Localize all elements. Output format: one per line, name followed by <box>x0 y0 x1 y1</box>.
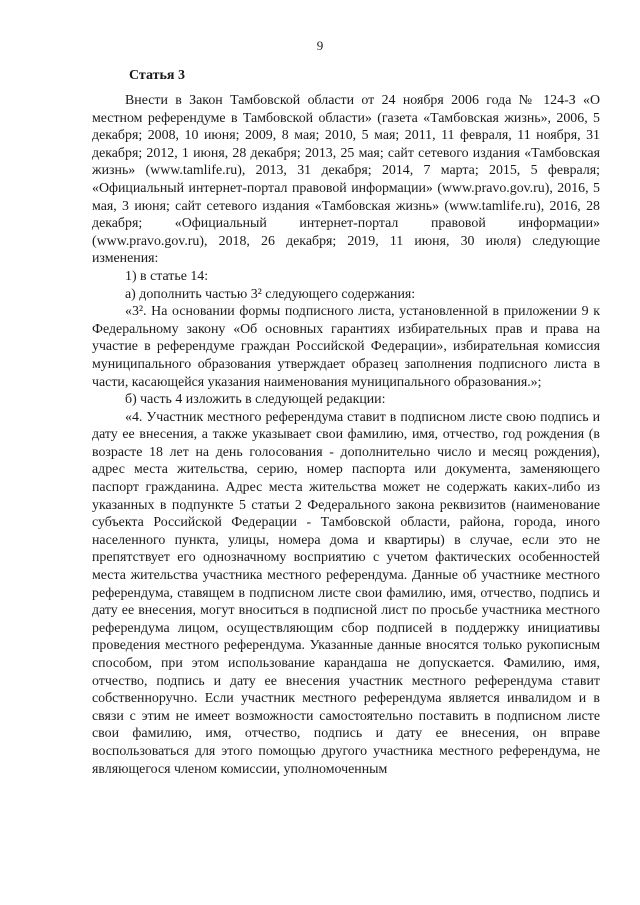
paragraph-subitem-b: б) часть 4 изложить в следующей редакции: <box>125 392 386 408</box>
page-number: 9 <box>316 38 324 53</box>
paragraph-amendment-intro: Внести в Закон Тамбовской области от 24 ноября 2006 года № 124-З «О местном референдуме в Тамбовской области» (газета «Тамбовская жизнь», 2006, 5 декабря; 2008, 10 июня; 2009, 8 мая; 2010, 5 мая; 2011, 11 февраля, 11 ноября, 31 декабря; 2012, 1 июня, 28 декабря; 2013, 25 мая; сайт сетевого издания «Тамбовская жизнь» (www.tamlife.ru), 2013, 31 декабря; 2014, 7 марта; 2015, 5 февраля; «Официальный интернет-портал правовой информации» (www.pravo.gov.ru), 2016, 5 мая, 3 июня; сайт сетевого издания «Тамбовская жизнь» (www.tamlife.ru), 2016, 28 декабря; «Официальный интернет-портал правовой информации» (www.pravo.gov.ru), 2018, 26 декабря; 2019, 11 июня, 30 июля) следующие изменения: <box>92 93 600 267</box>
paragraph-subitem-a: а) дополнить частью 3² следующего содержания: <box>125 286 416 302</box>
paragraph-part-3-2: «3². На основании формы подписного листа, установленной в приложении 9 к Федеральному закону «Об основных гарантиях избирательных прав и права на участие в референдуме граждан Российской Федерации», избирательная комиссия муниципального образования утверждает образец заполнения подписного листа в части, касающейся указания наименования муниципального образования.»; <box>92 304 600 390</box>
article-heading: Статья 3 <box>129 68 185 83</box>
document-body <box>92 92 600 778</box>
paragraph-part-4: «4. Участник местного референдума ставит в подписном листе свою подпись и дату ее внесения, а также указывает свои фамилию, имя, отчество, год рождения (в возрасте 18 лет на день голосования - дополнительно число и месяц рождения), адрес места жительства, серию, номер паспорта или документа, заменяющего паспорт гражданина. Адрес места жительства может не содержать каких-либо из указанных в подпункте 5 статьи 2 Федерального закона реквизитов (наименование субъекта Российской Федерации - Тамбовской области, района, города, иного населенного пункта, улицы, номера дома и квартиры) в случае, если это не препятствует его однозначному восприятию с учетом фактических особенностей места жительства участника местного референдума. Данные об участнике местного референдума, ставящем в подписном листе свои фамилию, имя, отчество, подпись и дату ее внесения, могут вноситься в подписной лист по просьбе участника местного референдума лицом, осуществляющим сбор подписей в поддержку инициативы проведения местного референдума. Указанные данные вносятся только рукописным способом, при этом использование карандаша не допускается. Фамилию, имя, отчество, подпись и дату ее внесения участник местного референдума ставит собственноручно. Если участник местного референдума является инвалидом и в связи с этим не имеет возможности самостоятельно поставить в подписном листе свои фамилию, имя, отчество, подпись и дату ее внесения, он вправе воспользоваться для этого помощью другого участника местного референдума, не являющегося членом комиссии, уполномоченным <box>92 409 600 777</box>
paragraph-item-1: 1) в статье 14: <box>125 268 209 284</box>
